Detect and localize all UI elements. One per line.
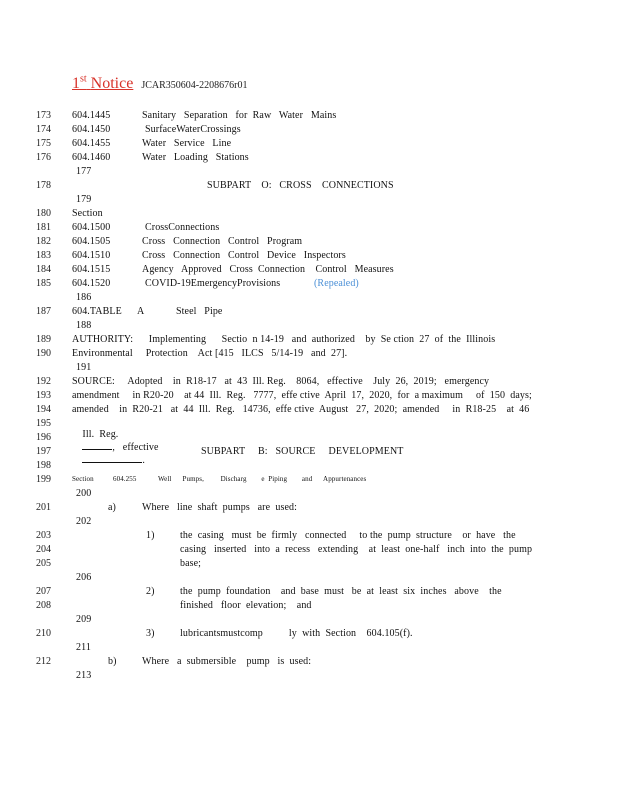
line-number: 203	[36, 530, 51, 541]
line-number: 190	[36, 348, 51, 359]
item-text: base;	[180, 558, 202, 569]
line-number: 188	[76, 320, 92, 331]
line-number: 196	[36, 432, 51, 443]
section-number: 604.1460	[72, 152, 111, 163]
document-code: JCAR350604-2208676r01	[141, 80, 248, 92]
item-label: b)	[108, 656, 117, 667]
line-number: 213	[76, 670, 92, 681]
line-number: 189	[36, 334, 51, 345]
line-number: 183	[36, 250, 51, 261]
section-number: 604.1500	[72, 222, 111, 233]
item-text: Where a submersible pump is used:	[142, 656, 312, 667]
table-title: Steel Pipe	[176, 306, 223, 317]
subpart-heading: SUBPART B: SOURCE DEVELOPMENT	[201, 446, 404, 457]
subpart-heading: SUBPART O: CROSS CONNECTIONS	[207, 180, 394, 191]
line-number: 207	[36, 586, 51, 597]
repealed-note: (Repealed)	[314, 278, 359, 289]
source-line: SOURCE: Adopted in R18-17 at 43 Ill. Reg. 8064, effective July 26, 2019; emergency	[72, 376, 490, 387]
section-title: Agency Approved Cross Connection Control Measures	[142, 264, 394, 275]
authority-line: AUTHORITY: Implementing Sectio n 14-19 and authorized by Se ction 27 of the Illinois	[72, 334, 496, 345]
line-number: 199	[36, 474, 51, 485]
line-number: 178	[36, 180, 51, 191]
line-number: 175	[36, 138, 51, 149]
table-letter: A	[137, 306, 145, 317]
section-label: Section	[72, 475, 94, 483]
source-line: amendment in R20-20 at 44 Ill. Reg. 7777, effe ctive April 17, 2020, for a maximum of 150 days;	[72, 390, 532, 401]
line-number: 205	[36, 558, 51, 569]
item-label: 2)	[146, 586, 155, 597]
section-number: 604.1455	[72, 138, 111, 149]
line-number: 201	[36, 502, 51, 513]
line-number: 180	[36, 208, 51, 219]
item-text: casing inserted into a recess extending at least one-half inch into the pump	[180, 544, 533, 555]
line-number: 195	[36, 418, 51, 429]
line-number: 208	[36, 600, 51, 611]
section-title: Well Pumps, Discharg e Piping and Appurtenances	[158, 475, 367, 483]
line-number: 179	[76, 194, 92, 205]
section-title: Sanitary Separation for Raw Water Mains	[142, 110, 337, 121]
table-number: 604.TABLE	[72, 306, 122, 317]
section-number: 604.1510	[72, 250, 111, 261]
line-number: 204	[36, 544, 51, 555]
section-title: Water Loading Stations	[142, 152, 249, 163]
line-number: 212	[36, 656, 51, 667]
authority-line: Environmental Protection Act [415 ILCS 5/14-19 and 27].	[72, 348, 348, 359]
section-number: 604.255	[113, 475, 137, 483]
line-number: 202	[76, 516, 92, 527]
line-number: 176	[36, 152, 51, 163]
source-line: amended in R20-21 at 44 Ill. Reg. 14736, effe ctive August 27, 2020; amended in R18-25 at 46	[72, 404, 530, 415]
section-number: 604.1450	[72, 124, 111, 135]
section-number: 604.1445	[72, 110, 111, 121]
section-title: SurfaceWaterCrossings	[145, 124, 241, 135]
section-title: COVID-19EmergencyProvisions	[145, 278, 281, 289]
line-number: 177	[76, 166, 92, 177]
line-number: 186	[76, 292, 92, 303]
source-line: Ill. Reg. , effective .	[82, 429, 159, 466]
line-number: 185	[36, 278, 51, 289]
line-number: 200	[76, 488, 92, 499]
item-text: finished floor elevation; and	[180, 600, 312, 611]
item-text: the pump foundation and base must be at least six inches above the	[180, 586, 502, 597]
line-number: 187	[36, 306, 51, 317]
notice-header	[72, 74, 247, 93]
line-number: 181	[36, 222, 51, 233]
line-number: 194	[36, 404, 51, 415]
line-number: 198	[36, 460, 51, 471]
notice-title: 1st Notice	[72, 74, 134, 93]
section-title: Water Service Line	[142, 138, 232, 149]
line-number: 211	[76, 642, 91, 653]
item-label: a)	[108, 502, 116, 513]
line-number: 174	[36, 124, 51, 135]
item-text: lubricantsmustcomp ly with Section 604.105(f).	[180, 628, 413, 639]
line-number: 184	[36, 264, 51, 275]
section-title: CrossConnections	[145, 222, 220, 233]
section-number: 604.1520	[72, 278, 111, 289]
item-label: 3)	[146, 628, 155, 639]
line-number: 210	[36, 628, 51, 639]
section-number: 604.1515	[72, 264, 111, 275]
blank-field	[82, 440, 112, 450]
line-number: 193	[36, 390, 51, 401]
item-text: Where line shaft pumps are used:	[142, 502, 297, 513]
line-number: 191	[76, 362, 92, 373]
line-number: 197	[36, 446, 51, 457]
blank-field	[82, 453, 142, 463]
section-title: Cross Connection Control Program	[142, 236, 303, 247]
line-number: 209	[76, 614, 92, 625]
section-title: Cross Connection Control Device Inspectors	[142, 250, 346, 261]
item-text: the casing must be firmly connected to the pump structure or have the	[180, 530, 516, 541]
section-label: Section	[72, 208, 103, 219]
line-number: 206	[76, 572, 92, 583]
line-number: 192	[36, 376, 51, 387]
section-number: 604.1505	[72, 236, 111, 247]
line-number: 182	[36, 236, 51, 247]
item-label: 1)	[146, 530, 155, 541]
line-number: 173	[36, 110, 51, 121]
